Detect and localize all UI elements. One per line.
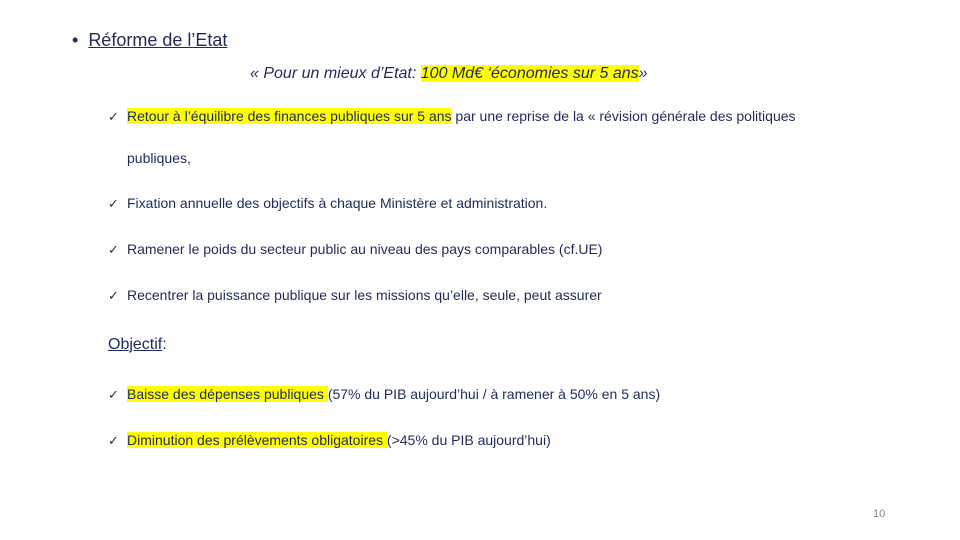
subtitle-suffix: »	[638, 65, 648, 82]
checkmark-icon: ✓	[108, 288, 119, 303]
section-title	[72, 30, 227, 51]
objectif-item-text: (57% du PIB aujourd’hui / à ramener à 50% en 5 ans)	[327, 386, 661, 402]
subtitle-highlight: 100 Md€ ‘économies sur 5 ans	[420, 65, 639, 82]
objectif-item-highlight: Diminution des prélèvements obligatoires	[127, 432, 387, 448]
list-item-text: par une reprise de la « révision générale des politiques	[451, 108, 796, 124]
checkmark-icon: ✓	[108, 196, 119, 211]
page-number: 10	[873, 508, 886, 520]
section-title-text: Réforme de l’Etat	[88, 30, 228, 50]
objectif-item	[108, 432, 551, 449]
list-item-text: Recentrer la puissance publique sur les missions qu’elle, seule, peut assurer	[127, 287, 602, 303]
list-item	[108, 287, 602, 304]
subtitle-prefix: « Pour un mieux d’Etat:	[250, 65, 421, 82]
list-item	[108, 241, 602, 258]
objectif-item-text: (>45% du PIB aujourd’hui)	[386, 432, 551, 448]
checkmark-icon: ✓	[108, 109, 119, 124]
objectif-item-highlight: Baisse des dépenses publiques	[127, 386, 328, 402]
checkmark-icon: ✓	[108, 242, 119, 257]
objectif-heading	[108, 336, 167, 354]
checkmark-icon: ✓	[108, 387, 119, 402]
list-item	[108, 108, 796, 125]
list-item-text: Fixation annuelle des objectifs à chaque Ministère et administration.	[127, 195, 548, 211]
list-item-highlight: Retour à l’équilibre des finances publiques sur 5 ans	[127, 108, 452, 124]
objectif-colon: :	[162, 336, 167, 353]
objectif-item	[108, 386, 660, 403]
bullet-icon: •	[72, 30, 79, 50]
list-item	[108, 195, 547, 212]
list-item-continuation: publiques,	[127, 150, 191, 166]
list-item-text: Ramener le poids du secteur public au niveau des pays comparables (cf.UE)	[127, 241, 603, 257]
objectif-word: Objectif	[108, 336, 163, 353]
subtitle	[250, 65, 648, 83]
checkmark-icon: ✓	[108, 433, 119, 448]
